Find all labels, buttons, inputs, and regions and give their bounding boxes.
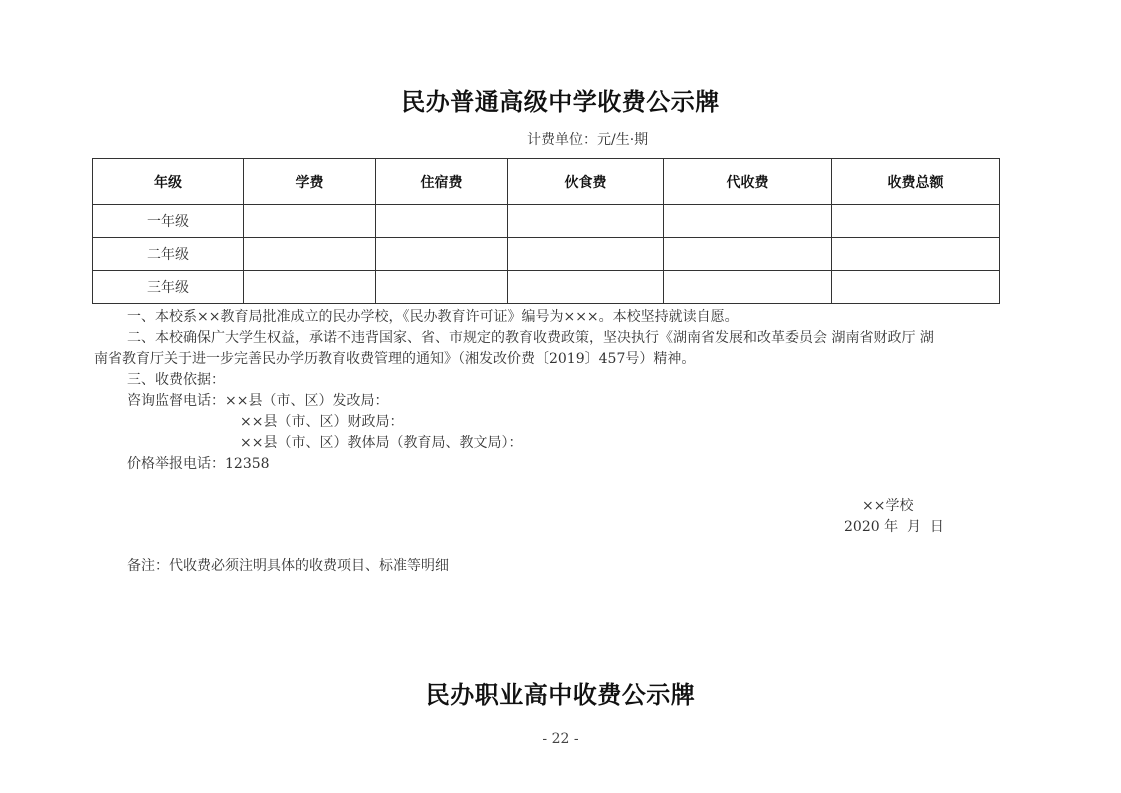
grade-cell: 三年级 [93,271,244,304]
billing-unit: 计费单位：元/生·期 [527,132,649,148]
signature-date: 2020 年 月 日 [844,519,944,535]
meals-cell [508,238,664,271]
tuition-cell [244,238,376,271]
table-header-row [93,159,1000,205]
accommodation-cell [376,271,508,304]
grade-cell: 二年级 [93,238,244,271]
tuition-cell [244,271,376,304]
accommodation-cell [376,238,508,271]
note: 备注：代收费必须注明具体的收费项目、标准等明细 [127,558,449,574]
supervision-phone-dev-reform: 咨询监督电话：××县（市、区）发改局： [127,393,389,409]
meals-cell [508,205,664,238]
fee-table [92,158,1000,304]
meals-cell [508,271,664,304]
signature-school: ××学校 [862,498,914,514]
tuition-cell [244,205,376,238]
paragraph-policy-line2: 南省教育厅关于进一步完善民办学历教育收费管理的通知》（湘发改价费〔2019〕457号）精神。 [94,351,696,367]
second-document-title: 民办职业高中收费公示牌 [425,681,696,709]
table-row [93,271,1000,304]
grade-cell: 一年级 [93,205,244,238]
accommodation-cell [376,205,508,238]
agency-fee-cell [664,271,832,304]
total-cell [832,271,1000,304]
supervision-phone-education: ××县（市、区）教体局（教育局、教文局）： [240,435,523,451]
price-report-phone: 价格举报电话：12358 [127,456,270,472]
header-tuition: 学费 [244,159,376,205]
paragraph-basis: 三、收费依据： [127,372,225,388]
paragraph-license: 一、本校系××教育局批准成立的民办学校，《民办教育许可证》编号为×××。本校坚持就读自愿。 [127,309,739,325]
document-title: 民办普通高级中学收费公示牌 [401,88,720,116]
total-cell [832,205,1000,238]
total-cell [832,238,1000,271]
header-total: 收费总额 [832,159,1000,205]
paragraph-policy-line1: 二、本校确保广大学生权益，承诺不违背国家、省、市规定的教育收费政策，坚决执行《湖南省发展和改革委员会 湖南省财政厅 湖 [127,330,934,346]
table-row [93,205,1000,238]
agency-fee-cell [664,238,832,271]
header-grade: 年级 [93,159,244,205]
supervision-phone-finance: ××县（市、区）财政局： [240,414,404,430]
table-row [93,238,1000,271]
page-number: - 22 - [542,731,579,747]
agency-fee-cell [664,205,832,238]
header-agency-fee: 代收费 [664,159,832,205]
header-accommodation: 住宿费 [376,159,508,205]
header-meals: 伙食费 [508,159,664,205]
